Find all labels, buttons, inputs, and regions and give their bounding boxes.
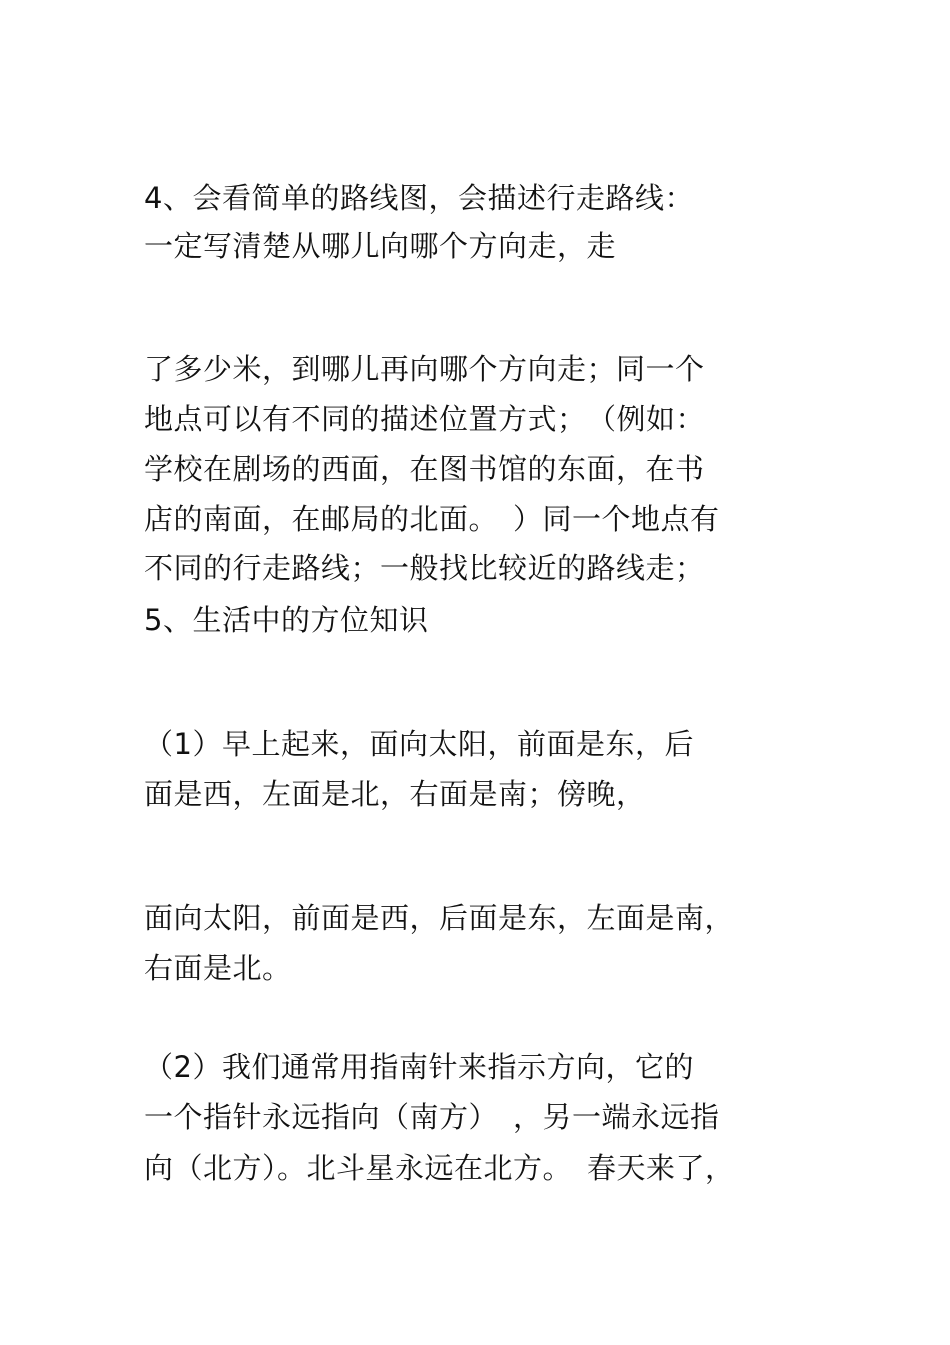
text-line-11: 面向太阳，前面是西，后面是东，左面是南，: [144, 901, 735, 935]
text-line-9: （1）早上起来，面向太阳，前面是东，后: [144, 727, 694, 761]
text-line-7: 不同的行走路线；一般找比较近的路线走；: [144, 551, 705, 585]
text-line-6: 店的南面，在邮局的北面。 ）同一个地点有: [144, 502, 720, 536]
text-line-1: 4、会看简单的路线图，会描述行走路线：: [144, 181, 694, 215]
section-heading-5: 5、生活中的方位知识: [144, 603, 429, 637]
text-line-14: 一个指针永远指向（南方） ，另一端永远指: [144, 1100, 720, 1134]
text-line-13: （2）我们通常用指南针来指示方向，它的: [144, 1050, 694, 1084]
text-line-15: 向（北方）。北斗星永远在北方。 春天来了，: [144, 1151, 735, 1185]
text-line-2: 一定写清楚从哪儿向哪个方向走，走: [144, 229, 617, 263]
text-line-4: 地点可以有不同的描述位置方式； （例如：: [144, 402, 706, 436]
text-line-10: 面是西，左面是北，右面是南；傍晚，: [144, 777, 646, 811]
text-line-12: 右面是北。: [144, 951, 292, 985]
text-line-3: 了多少米，到哪儿再向哪个方向走；同一个: [144, 352, 705, 386]
text-line-5: 学校在剧场的西面，在图书馆的东面，在书: [144, 452, 705, 486]
